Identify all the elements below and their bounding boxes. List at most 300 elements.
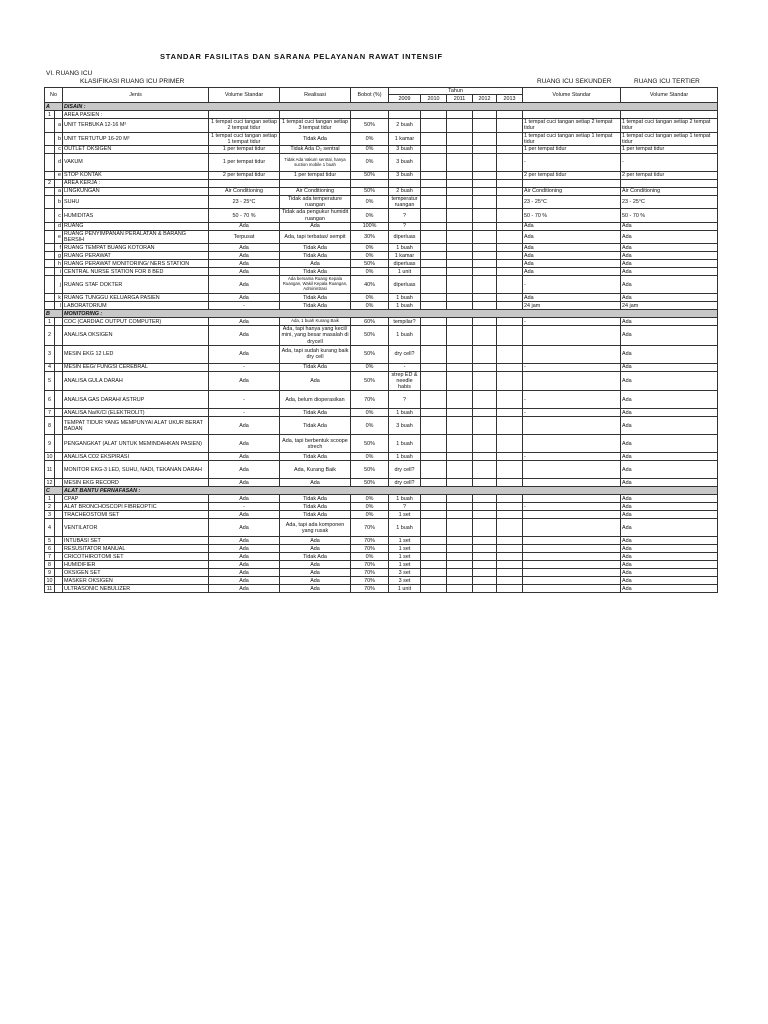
row-volume: - <box>209 363 280 371</box>
row-realisasi: Tidak Ada <box>280 553 351 561</box>
row-number <box>45 196 55 209</box>
row-volume: Ada <box>209 294 280 302</box>
row-jenis: ANALISA Na/K/Cl (ELEKTROLIT) <box>63 409 209 417</box>
row-year-2010 <box>421 561 447 569</box>
row-year-2012 <box>473 553 497 561</box>
row-letter <box>55 495 63 503</box>
row-number: 8 <box>45 561 55 569</box>
row-year-2010 <box>421 302 447 310</box>
row-year-2009: 1 kamar <box>389 252 421 260</box>
row-year-2010 <box>421 435 447 453</box>
row-year-2010 <box>421 495 447 503</box>
row-volume: Ada <box>209 260 280 268</box>
row-jenis: MASKER OKSIGEN <box>63 577 209 585</box>
row-year-2013 <box>497 146 523 154</box>
row-realisasi: Ada, tapi ada komponen yang rusak <box>280 519 351 537</box>
row-realisasi: Tidak Ada <box>280 495 351 503</box>
row-volume: 1 per tempat tidur <box>209 146 280 154</box>
row-number: 1 <box>45 318 55 326</box>
table-row <box>45 119 718 132</box>
row-number: 1 <box>45 111 55 119</box>
row-year-2011 <box>447 172 473 180</box>
row-letter <box>55 553 63 561</box>
row-vol-tertier: - <box>621 154 718 172</box>
row-vol-tertier: 50 - 70 % <box>621 209 718 222</box>
row-number <box>45 222 55 230</box>
row-realisasi: Tidak Ada <box>280 363 351 371</box>
row-year-2011 <box>447 585 473 593</box>
row-year-2012 <box>473 146 497 154</box>
row-realisasi: Tidak Ada <box>280 268 351 276</box>
row-year-2009: strep ED & needle habis <box>389 371 421 391</box>
row-vol-tertier: 23 - 25°C <box>621 196 718 209</box>
row-year-2011 <box>447 553 473 561</box>
row-vol-sekunder: - <box>523 453 621 461</box>
tertier-heading: RUANG ICU TERTIER <box>634 78 700 85</box>
col-realisasi: Realisasi <box>280 88 351 103</box>
row-year-2013 <box>497 537 523 545</box>
col-volume: Volume Standar <box>209 88 280 103</box>
row-volume: Ada <box>209 585 280 593</box>
row-year-2013 <box>497 479 523 487</box>
row-vol-tertier: Ada <box>621 363 718 371</box>
row-year-2012 <box>473 545 497 553</box>
row-bobot: 0% <box>351 154 389 172</box>
row-vol-tertier: 1 per tempat tidur <box>621 146 718 154</box>
row-year-2012 <box>473 154 497 172</box>
row-year-2009: temperatur ruangan <box>389 196 421 209</box>
row-year-2009: 1 buah <box>389 326 421 346</box>
row-vol-sekunder: Ada <box>523 222 621 230</box>
row-year-2012 <box>473 302 497 310</box>
row-year-2011 <box>447 244 473 252</box>
row-bobot: 70% <box>351 561 389 569</box>
row-vol-tertier: Ada <box>621 569 718 577</box>
row-vol-tertier: Ada <box>621 318 718 326</box>
row-letter <box>55 371 63 391</box>
row-bobot: 70% <box>351 519 389 537</box>
row-year-2009: diperluas <box>389 260 421 268</box>
row-year-2011 <box>447 545 473 553</box>
row-realisasi: Ada, Kurang Baik <box>280 461 351 479</box>
row-number <box>45 276 55 294</box>
row-jenis: ANALISA GAS DARAH/ ASTRUP <box>63 391 209 409</box>
row-year-2011 <box>447 409 473 417</box>
row-number: 3 <box>45 345 55 363</box>
row-year-2010 <box>421 417 447 435</box>
row-realisasi: Ada <box>280 371 351 391</box>
row-year-2010 <box>421 519 447 537</box>
row-year-2013 <box>497 345 523 363</box>
row-jenis: VAKUM <box>63 154 209 172</box>
row-number: 7 <box>45 409 55 417</box>
row-volume: Ada <box>209 244 280 252</box>
row-year-2012 <box>473 561 497 569</box>
row-bobot: 30% <box>351 230 389 243</box>
row-year-2011 <box>447 326 473 346</box>
row-volume: Ada <box>209 222 280 230</box>
row-realisasi: Ada, 1 buah Kurang Baik <box>280 318 351 326</box>
row-vol-sekunder <box>523 561 621 569</box>
row-jenis: MESIN EKG 12 LED <box>63 345 209 363</box>
row-number: 9 <box>45 569 55 577</box>
row-year-2011 <box>447 569 473 577</box>
row-vol-sekunder: 2 per tempat tidur <box>523 172 621 180</box>
row-jenis: TRACHEOSTOMI SET <box>63 511 209 519</box>
row-jenis: VENTILATOR <box>63 519 209 537</box>
standards-table <box>44 87 718 593</box>
row-year-2010 <box>421 391 447 409</box>
row-year-2011 <box>447 371 473 391</box>
row-year-2011 <box>447 519 473 537</box>
row-year-2012 <box>473 345 497 363</box>
row-letter <box>55 391 63 409</box>
row-vol-sekunder <box>523 417 621 435</box>
row-vol-sekunder <box>523 495 621 503</box>
row-bobot: 0% <box>351 503 389 511</box>
row-year-2009: dry cell? <box>389 461 421 479</box>
row-number: 12 <box>46 479 53 486</box>
row-year-2013 <box>497 294 523 302</box>
row-realisasi: Tidak Ada <box>280 244 351 252</box>
row-vol-tertier: Ada <box>621 511 718 519</box>
row-year-2012 <box>473 244 497 252</box>
row-jenis: OUTLET OKSIGEN <box>63 146 209 154</box>
table-row <box>45 345 718 363</box>
row-volume: - <box>209 302 280 310</box>
table-row <box>45 561 718 569</box>
row-jenis: RUANG STAF DOKTER <box>63 276 209 294</box>
row-letter <box>55 318 63 326</box>
section-letter: C <box>45 487 63 495</box>
row-year-2012 <box>473 268 497 276</box>
table-row <box>45 577 718 585</box>
row-vol-sekunder <box>523 326 621 346</box>
row-volume: Ada <box>209 511 280 519</box>
row-jenis: RUANG PERAWAT MONITORING/ NERS STATION <box>63 260 209 268</box>
row-year-2013 <box>497 132 523 145</box>
row-year-2012 <box>473 461 497 479</box>
row-jenis: LABORATORIUM <box>63 302 209 310</box>
row-vol-sekunder <box>523 577 621 585</box>
row-vol-tertier: Ada <box>621 326 718 346</box>
row-vol-sekunder: Ada <box>523 260 621 268</box>
row-vol-tertier: Ada <box>621 252 718 260</box>
row-vol-tertier: Ada <box>621 294 718 302</box>
row-realisasi: Tidak ada pengukur humidit ruangan <box>280 209 351 222</box>
row-letter <box>55 569 63 577</box>
row-year-2009: ? <box>389 222 421 230</box>
row-year-2013 <box>497 561 523 569</box>
section-title: ALAT BANTU PERNAFASAN : <box>63 487 718 495</box>
col-year: 2011 <box>447 95 473 103</box>
row-year-2010 <box>421 111 447 119</box>
section-header-row <box>45 103 718 111</box>
row-volume: Ada <box>209 345 280 363</box>
row-year-2013 <box>497 209 523 222</box>
row-realisasi: Ada <box>280 585 351 593</box>
row-volume: Ada <box>209 453 280 461</box>
row-year-2010 <box>421 244 447 252</box>
row-bobot: 0% <box>351 453 389 461</box>
row-number <box>45 260 55 268</box>
row-year-2013 <box>497 577 523 585</box>
row-year-2012 <box>473 294 497 302</box>
row-jenis: ALAT BRONCHOSCOPI FIBREOPTIC <box>63 503 209 511</box>
row-year-2013 <box>497 172 523 180</box>
row-volume: Ada <box>209 326 280 346</box>
row-letter: g <box>55 252 63 260</box>
row-year-2010 <box>421 537 447 545</box>
row-vol-sekunder <box>523 461 621 479</box>
row-vol-sekunder: - <box>523 154 621 172</box>
row-year-2011 <box>447 111 473 119</box>
row-year-2009: 1 buah <box>389 244 421 252</box>
row-year-2013 <box>497 417 523 435</box>
row-realisasi: Ada, tapi sudah kurang baik dry cell <box>280 345 351 363</box>
row-year-2009: dry cell? <box>389 345 421 363</box>
row-realisasi: Ada <box>280 537 351 545</box>
row-volume: - <box>209 391 280 409</box>
row-jenis: UNIT TERTUTUP 16-20 M² <box>63 132 209 145</box>
row-bobot: 70% <box>351 545 389 553</box>
table-row <box>45 252 718 260</box>
table-row <box>45 146 718 154</box>
row-bobot: 70% <box>351 585 389 593</box>
row-year-2012 <box>473 495 497 503</box>
row-year-2009: dry cell? <box>389 479 421 487</box>
row-volume: Ada <box>209 371 280 391</box>
row-number: 2 <box>45 180 55 188</box>
row-number: 11 <box>45 585 55 593</box>
row-letter <box>55 577 63 585</box>
row-year-2009: 1 set <box>389 553 421 561</box>
row-jenis: AREA PASIEN : <box>63 111 209 119</box>
row-realisasi: Tidak Ada <box>280 294 351 302</box>
row-year-2011 <box>447 345 473 363</box>
row-year-2011 <box>447 119 473 132</box>
row-vol-tertier: Ada <box>621 391 718 409</box>
row-year-2012 <box>473 111 497 119</box>
row-vol-tertier: Ada <box>621 345 718 363</box>
row-letter: d <box>55 222 63 230</box>
row-letter: e <box>55 172 63 180</box>
row-year-2013 <box>497 503 523 511</box>
row-number: 6 <box>45 545 55 553</box>
row-volume: 50 - 70 % <box>209 209 280 222</box>
row-year-2011 <box>447 561 473 569</box>
row-volume <box>209 111 280 119</box>
row-letter <box>55 417 63 435</box>
row-number: 10 <box>46 577 53 584</box>
row-letter: b <box>55 132 63 145</box>
row-year-2011 <box>447 461 473 479</box>
primer-heading: KLASIFIKASI RUANG ICU PRIMER <box>80 78 185 85</box>
row-letter <box>55 435 63 453</box>
section-header-row <box>45 487 718 495</box>
row-jenis: STOP KONTAK <box>63 172 209 180</box>
row-number: 7 <box>45 553 55 561</box>
row-volume <box>209 180 280 188</box>
row-bobot: 0% <box>351 196 389 209</box>
row-vol-sekunder: 1 tempat cuci tangan setiap 1 tempat tidur <box>523 132 621 145</box>
row-volume: Ada <box>209 479 280 487</box>
row-year-2010 <box>421 154 447 172</box>
row-year-2011 <box>447 180 473 188</box>
row-year-2013 <box>497 252 523 260</box>
row-volume: Terpusat <box>209 230 280 243</box>
row-year-2010 <box>421 569 447 577</box>
row-jenis: HUMIDITAS <box>63 209 209 222</box>
row-jenis: MESIN EEG/ FUNGSI CEREBRAL <box>63 363 209 371</box>
row-volume: 23 - 25°C <box>209 196 280 209</box>
row-jenis: ULTRASONIC NEBULIZER <box>63 585 209 593</box>
row-vol-sekunder <box>523 545 621 553</box>
row-bobot: 50% <box>351 461 389 479</box>
row-vol-sekunder: - <box>523 503 621 511</box>
row-year-2013 <box>497 260 523 268</box>
row-year-2013 <box>497 276 523 294</box>
row-year-2013 <box>497 244 523 252</box>
row-year-2011 <box>447 252 473 260</box>
row-year-2012 <box>473 479 497 487</box>
row-year-2010 <box>421 132 447 145</box>
table-row <box>45 276 718 294</box>
row-vol-tertier: Ada <box>621 561 718 569</box>
row-year-2012 <box>473 371 497 391</box>
row-vol-sekunder: 1 tempat cuci tangan setiap 2 tempat tidur <box>523 119 621 132</box>
row-year-2012 <box>473 222 497 230</box>
table-row <box>45 222 718 230</box>
row-vol-tertier: Ada <box>621 519 718 537</box>
row-year-2009: 1 buah <box>389 294 421 302</box>
row-number <box>45 119 55 132</box>
row-bobot: 0% <box>351 209 389 222</box>
row-letter: c <box>55 146 63 154</box>
row-vol-tertier: Ada <box>621 495 718 503</box>
table-row <box>45 461 718 479</box>
row-year-2009: ? <box>389 209 421 222</box>
row-year-2009: 3 buah <box>389 146 421 154</box>
row-bobot: 50% <box>351 260 389 268</box>
row-year-2013 <box>497 188 523 196</box>
row-year-2009: ? <box>389 391 421 409</box>
row-year-2012 <box>473 276 497 294</box>
row-volume: Ada <box>209 417 280 435</box>
row-year-2013 <box>497 391 523 409</box>
row-year-2011 <box>447 222 473 230</box>
row-year-2010 <box>421 276 447 294</box>
row-year-2009: 3 set <box>389 569 421 577</box>
row-number: 6 <box>45 391 55 409</box>
col-tahun: Tahun <box>389 88 523 95</box>
row-year-2009 <box>389 180 421 188</box>
row-vol-tertier: 2 per tempat tidur <box>621 172 718 180</box>
row-year-2011 <box>447 503 473 511</box>
row-realisasi: Ada <box>280 222 351 230</box>
row-year-2012 <box>473 363 497 371</box>
row-number: 11 <box>45 461 55 479</box>
row-year-2013 <box>497 268 523 276</box>
row-letter <box>55 345 63 363</box>
table-row <box>45 495 718 503</box>
table-row <box>45 519 718 537</box>
row-bobot: 50% <box>351 479 389 487</box>
row-year-2009: diperluas <box>389 276 421 294</box>
row-realisasi: Ada <box>280 569 351 577</box>
row-number <box>45 188 55 196</box>
row-vol-sekunder: 24 jam <box>523 302 621 310</box>
row-realisasi: Ada <box>280 561 351 569</box>
row-vol-sekunder: - <box>523 391 621 409</box>
row-year-2012 <box>473 252 497 260</box>
row-year-2012 <box>473 417 497 435</box>
row-year-2013 <box>497 196 523 209</box>
row-vol-sekunder <box>523 553 621 561</box>
row-vol-tertier <box>621 180 718 188</box>
row-bobot: 0% <box>351 268 389 276</box>
row-vol-sekunder: Ada <box>523 294 621 302</box>
row-year-2011 <box>447 276 473 294</box>
row-bobot: 70% <box>351 569 389 577</box>
row-jenis: ANALISA GULA DARAH <box>63 371 209 391</box>
table-row <box>45 417 718 435</box>
row-year-2009: 1 kamar <box>389 132 421 145</box>
row-year-2010 <box>421 188 447 196</box>
row-vol-sekunder: 50 - 70 % <box>523 209 621 222</box>
row-bobot: 0% <box>351 417 389 435</box>
row-year-2009: 1 buah <box>389 453 421 461</box>
row-year-2009: - <box>389 363 421 371</box>
row-year-2011 <box>447 363 473 371</box>
row-year-2011 <box>447 495 473 503</box>
row-letter: a <box>55 119 63 132</box>
row-vol-sekunder <box>523 479 621 487</box>
row-volume: Ada <box>209 461 280 479</box>
row-bobot: 0% <box>351 363 389 371</box>
row-jenis: CRICOTHIROTOMI SET <box>63 553 209 561</box>
row-year-2012 <box>473 318 497 326</box>
row-letter <box>55 561 63 569</box>
row-year-2010 <box>421 294 447 302</box>
row-volume: Ada <box>209 553 280 561</box>
row-volume: Ada <box>209 537 280 545</box>
row-letter <box>55 326 63 346</box>
row-year-2010 <box>421 260 447 268</box>
row-bobot: 0% <box>351 511 389 519</box>
row-year-2011 <box>447 318 473 326</box>
row-letter <box>55 503 63 511</box>
row-number: 5 <box>45 371 55 391</box>
row-year-2011 <box>447 435 473 453</box>
row-year-2009 <box>389 111 421 119</box>
row-volume: Ada <box>209 252 280 260</box>
col-year: 2010 <box>421 95 447 103</box>
row-letter: f <box>55 244 63 252</box>
row-year-2012 <box>473 435 497 453</box>
table-row <box>45 244 718 252</box>
row-year-2013 <box>497 409 523 417</box>
row-year-2010 <box>421 461 447 479</box>
row-year-2012 <box>473 119 497 132</box>
row-year-2011 <box>447 537 473 545</box>
row-volume: Ada <box>209 519 280 537</box>
row-year-2013 <box>497 119 523 132</box>
row-realisasi: Ada, belum dioperasikan <box>280 391 351 409</box>
row-letter: i <box>55 268 63 276</box>
row-vol-sekunder <box>523 435 621 453</box>
row-year-2009: ? <box>389 503 421 511</box>
